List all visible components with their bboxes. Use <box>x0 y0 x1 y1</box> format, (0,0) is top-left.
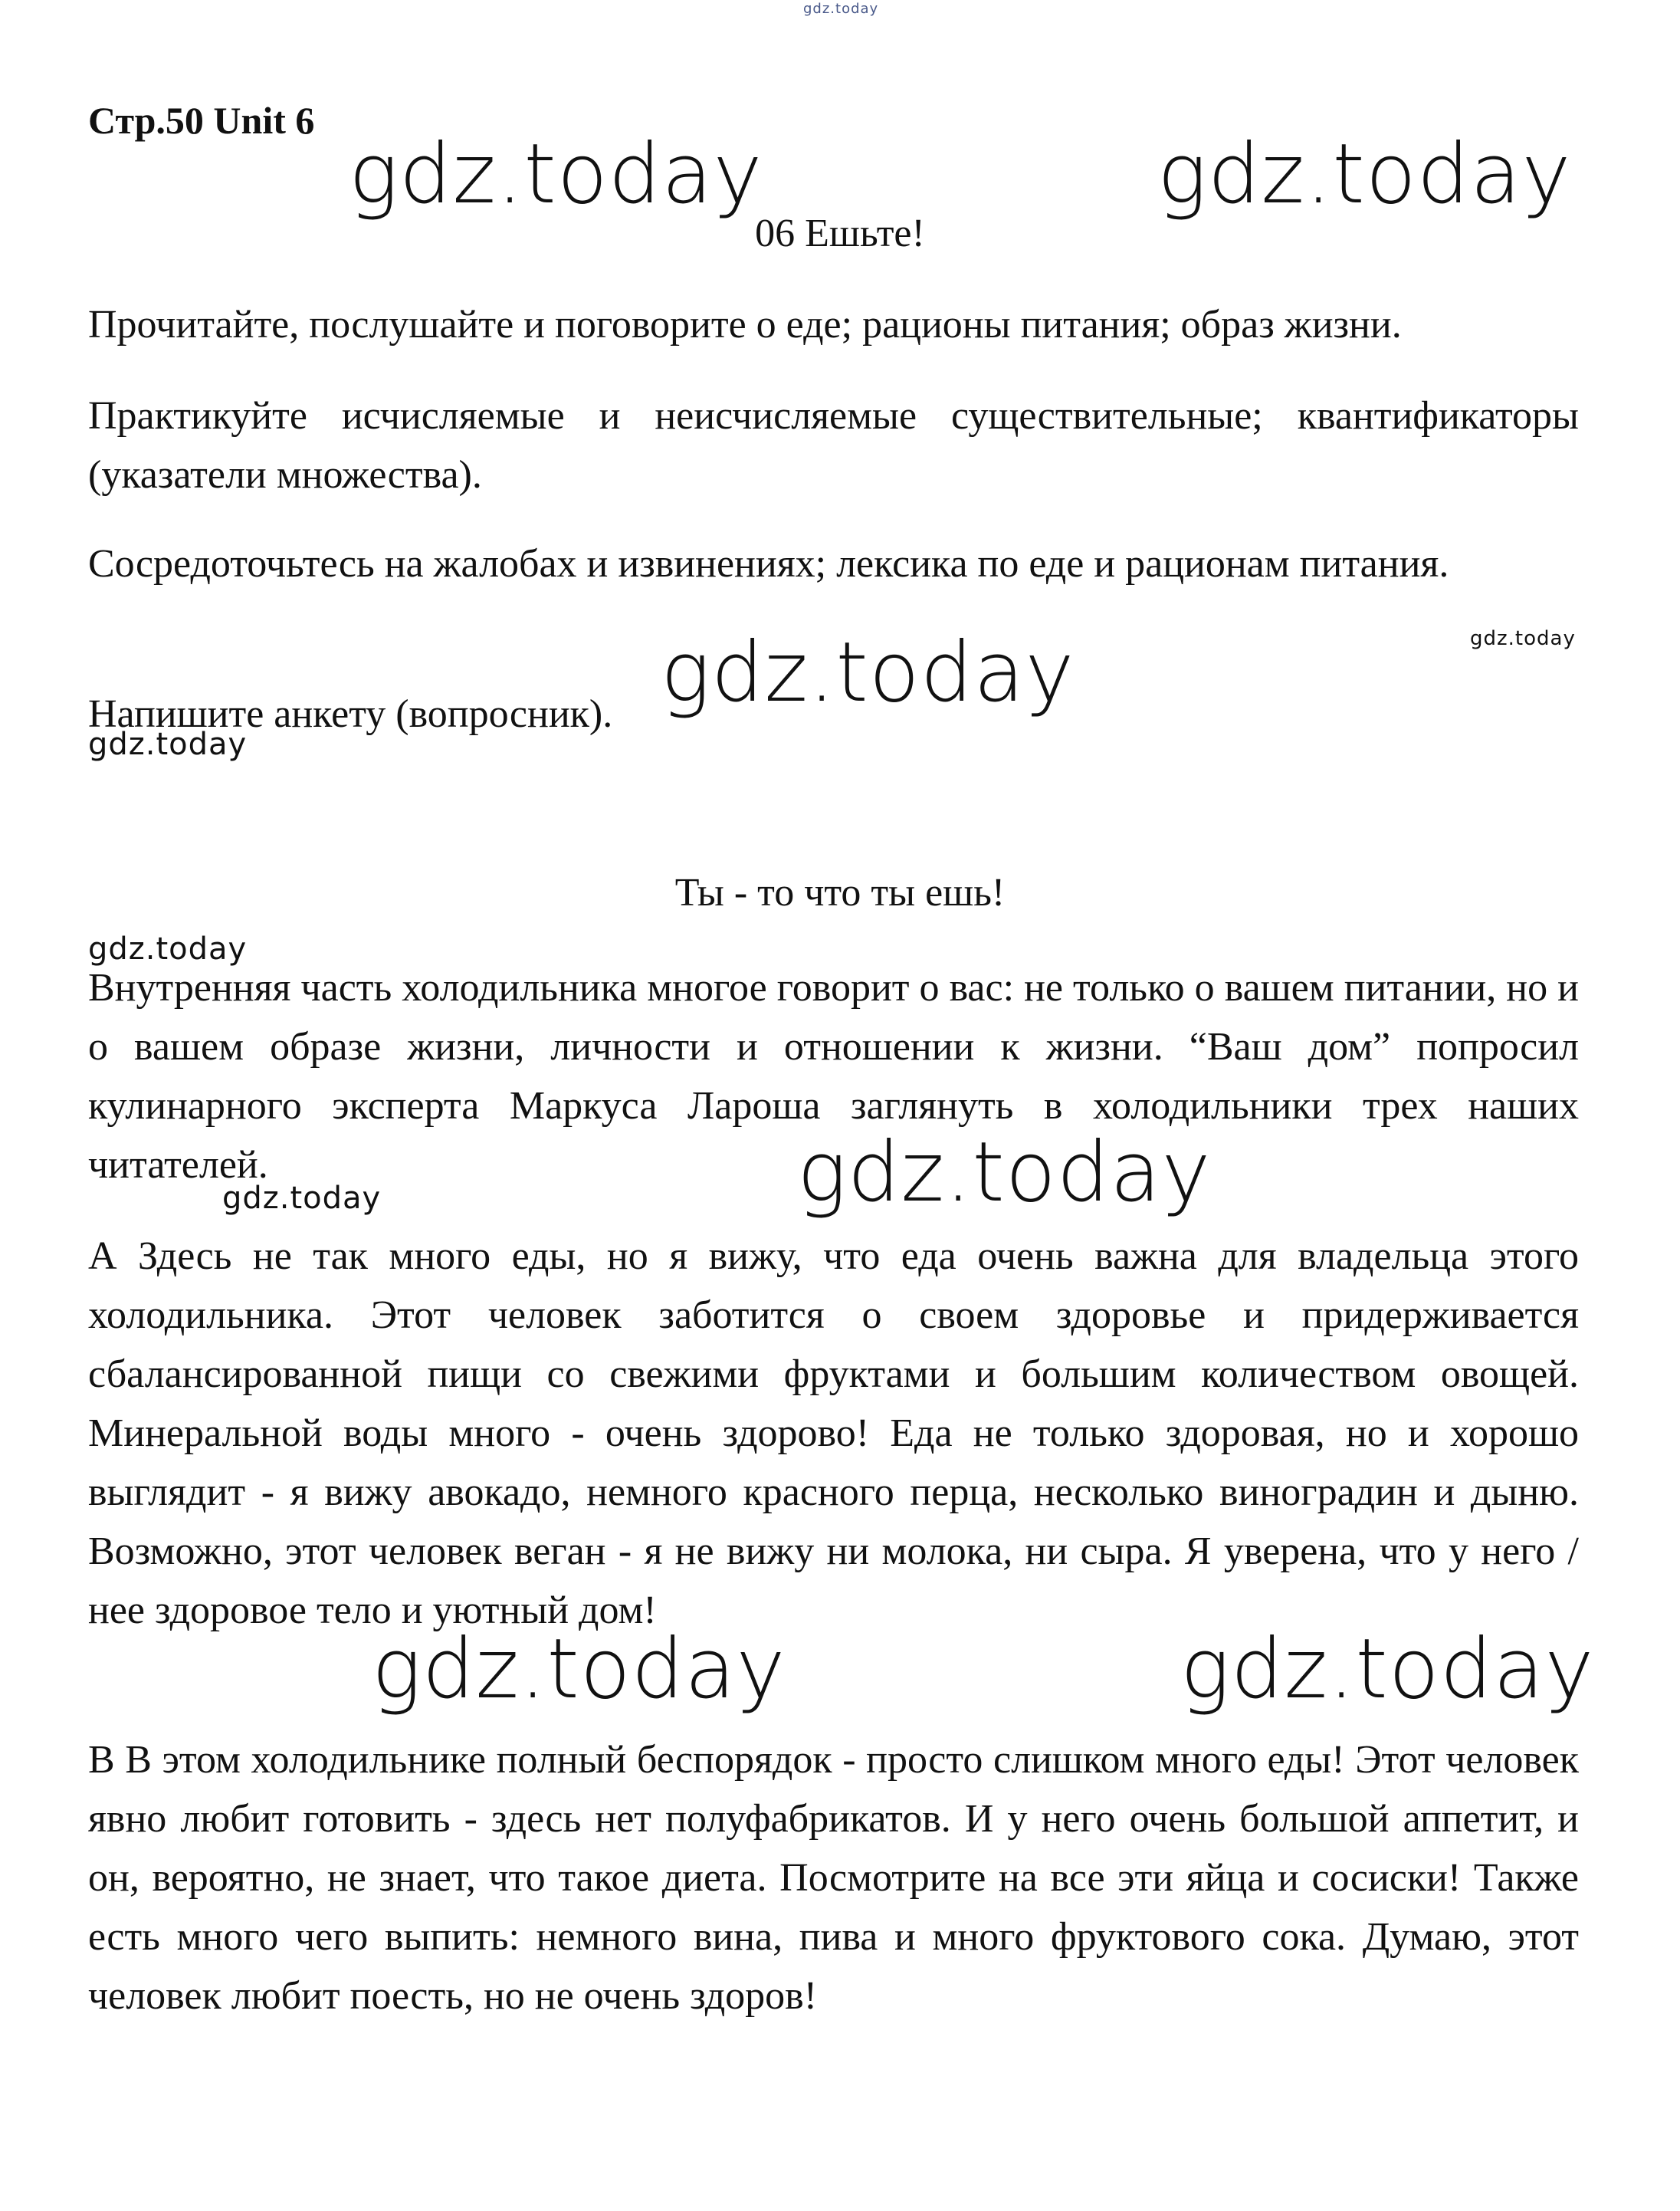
watermark-large: gdz.today <box>1157 126 1572 222</box>
watermark-large: gdz.today <box>1180 1621 1595 1717</box>
article-title: Ты - то что ты ешь! <box>674 871 1006 915</box>
intro-line-practice: Практикуйте исчисляемые и неисчисляемые существительные; квантификаторы (указатели множества). <box>88 394 1579 497</box>
watermark-small: gdz.today <box>1470 627 1576 650</box>
top-watermark: gdz.today <box>803 1 879 17</box>
article-intro-paragraph: Внутренняя часть холодильника многое говорит о вас: не только о вашем питании, но и о вашем образе жизни, личности и отношении к жизни. “Ваш дом” попросил кулинарного эксперта Маркуса Лароша заглянуть в холодильники трех наших читателей. <box>88 966 1579 1187</box>
watermark-small: gdz.today <box>88 727 248 762</box>
watermark-small: gdz.today <box>88 931 248 967</box>
page-heading: Стр.50 Unit 6 <box>88 99 315 142</box>
paragraph-b: В В этом холодильнике полный беспорядок - просто слишком много еды! Этот человек явно любит готовить - здесь нет полуфабрикатов. И у него очень большой аппетит, и он, вероятно, не знает, что такое диета. Посмотрите на все эти яйца и сосиски! Также есть много чего выпить: немного вина, пива и много фруктового сока. Думаю, этот человек любит поесть, но не очень здоров! <box>88 1738 1579 2018</box>
watermark-small: gdz.today <box>222 1181 382 1216</box>
watermark-large: gdz.today <box>661 625 1075 721</box>
intro-line-focus: Сосредоточьтесь на жалобах и извинениях; лексика по еде и рационам питания. <box>88 542 1449 586</box>
unit-title: 06 Ешьте! <box>755 212 925 255</box>
watermark-large: gdz.today <box>349 126 763 222</box>
paragraph-a: А Здесь не так много еды, но я вижу, что еда очень важна для владельца этого холодильника. Этот человек заботится о своем здоровье и придерживается сбалансированной пищи со свежими фруктами и большим количеством овощей. Минеральной воды много - очень здорово! Еда не только здоровая, но и хорошо выглядит - я вижу авокадо, немного красного перца, несколько виноградин и дыню. Возможно, этот человек веган - я не вижу ни молока, ни сыра. Я уверена, что у него / нее здоровое тело и уютный дом! <box>88 1234 1579 1632</box>
watermark-large: gdz.today <box>797 1125 1212 1220</box>
intro-line-read: Прочитайте, послушайте и поговорите о еде; рационы питания; образ жизни. <box>88 303 1402 347</box>
watermark-large: gdz.today <box>372 1621 786 1717</box>
intro-line-write: Напишите анкету (вопросник). <box>88 692 613 736</box>
